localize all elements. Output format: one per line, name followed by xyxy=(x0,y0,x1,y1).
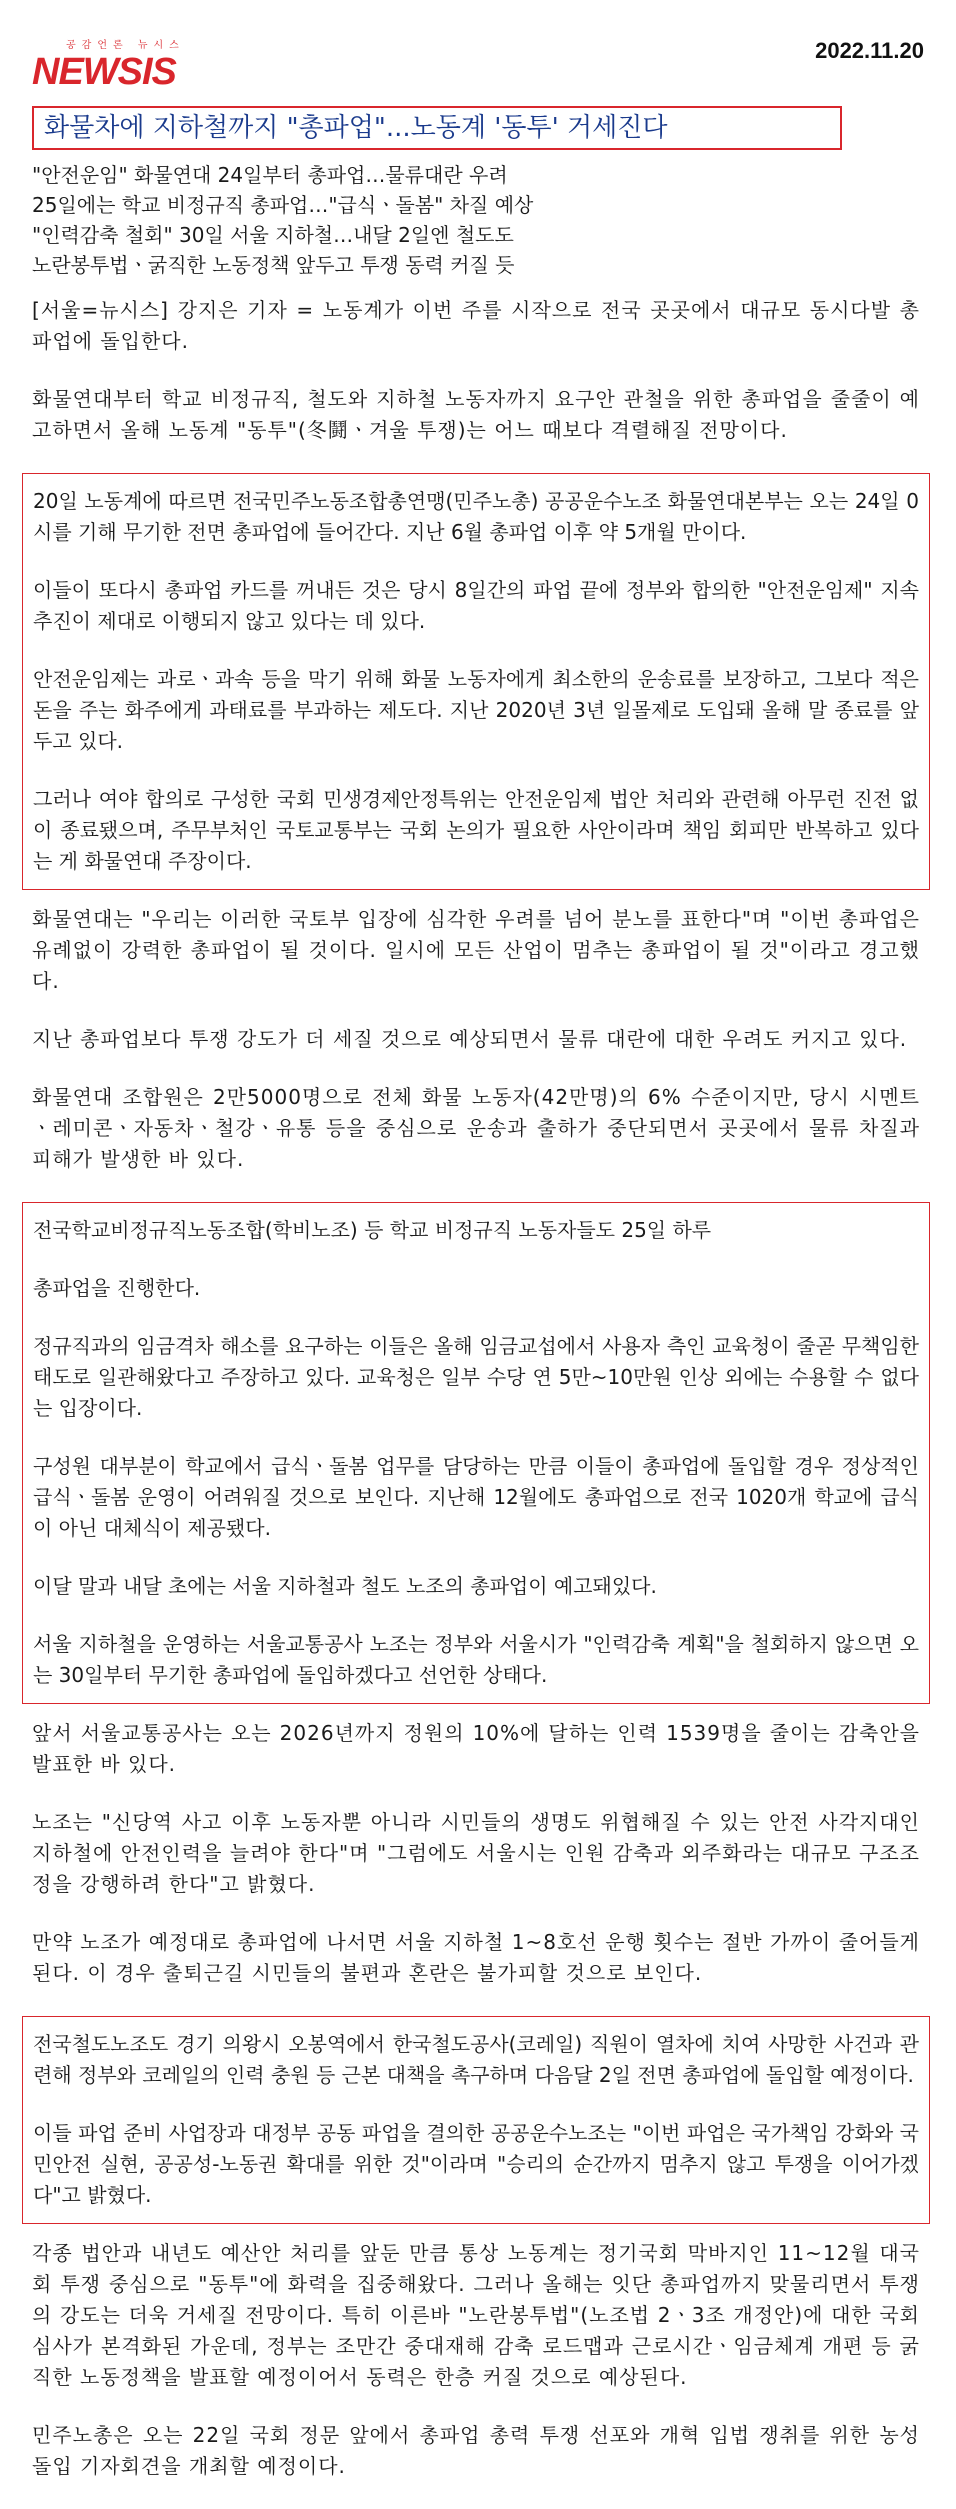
paragraph: [서울=뉴시스] 강지은 기자 = 노동계가 이번 주를 시작으로 전국 곳곳에서 대규모 동시다발 총파업에 돌입한다. xyxy=(32,298,920,353)
paragraph: 각종 법안과 내년도 예산안 처리를 앞둔 만큼 통상 노동계는 정기국회 막바지인 11~12월 대국회 투쟁 중심으로 "동투"에 화력을 집중해왔다. 그러나 올해는 잇단 총파업까지 맞물리면서 투쟁의 강도는 더욱 거세질 전망이다. 특히 이른바 "노란봉투법"(노조법 2ㆍ3조 개정안)에 대한 국회 심사가 본격화된 가운데, 정부는 조만간 중대재해 감축 로드맵과 근로시간ㆍ임금체계 개편 등 굵직한 노동정책을 발표할 예정이어서 동력은 한층 커질 것으로 예상된다. xyxy=(32,2241,920,2389)
article-headline: 화물차에 지하철까지 "총파업"...노동계 '동투' 거세진다 xyxy=(32,106,842,150)
subheading: 25일에는 학교 비정규직 총파업…"급식ㆍ돌봄" 차질 예상 xyxy=(32,193,534,217)
paragraph: 이달 말과 내달 초에는 서울 지하철과 철도 노조의 총파업이 예고돼있다. xyxy=(33,1574,657,1598)
paragraph: 지난 총파업보다 투쟁 강도가 더 세질 것으로 예상되면서 물류 대란에 대한 우려도 커지고 있다. xyxy=(32,1027,908,1051)
newsis-logo xyxy=(32,40,185,92)
paragraph: 전국철도노조도 경기 의왕시 오봉역에서 한국철도공사(코레일) 직원이 열차에 치여 사망한 사건과 관련해 정부와 코레일의 인력 충원 등 근본 대책을 촉구하며 다음달 2일 전면 총파업에 돌입할 예정이다. xyxy=(33,2032,919,2087)
paragraph: 이들이 또다시 총파업 카드를 꺼내든 것은 당시 8일간의 파업 끝에 정부와 합의한 "안전운임제" 지속 추진이 제대로 이행되지 않고 있다는 데 있다. xyxy=(33,578,919,633)
publish-date: 2022.11.20 xyxy=(815,38,924,63)
paragraph: 노조는 "신당역 사고 이후 노동자뿐 아니라 시민들의 생명도 위협해질 수 있는 안전 사각지대인 지하철에 안전인력을 늘려야 한다"며 "그럼에도 서울시는 인원 감축과 외주화라는 대규모 구조조정을 강행하려 한다"고 밝혔다. xyxy=(32,1810,920,1896)
paragraph: 전국학교비정규직노동조합(학비노조) 등 학교 비정규직 노동자들도 25일 하루 xyxy=(33,1218,712,1242)
article-body xyxy=(32,295,920,2509)
paragraph: 화물연대부터 학교 비정규직, 철도와 지하철 노동자까지 요구안 관철을 위한 총파업을 줄줄이 예고하면서 올해 노동계 "동투"(冬鬪ㆍ겨울 투쟁)는 어느 때보다 격렬해질 전망이다. xyxy=(32,387,920,442)
paragraph: 민주노총은 오는 22일 국회 정문 앞에서 총파업 총력 투쟁 선포와 개혁 입법 쟁취를 위한 농성 돌입 기자회견을 개최할 예정이다. xyxy=(32,2423,920,2478)
logo-tagline: 공감언론 뉴시스 xyxy=(66,40,185,51)
subheading: "인력감축 철회" 30일 서울 지하철…내달 2일엔 철도도 xyxy=(32,223,514,247)
paragraph: 이들 파업 준비 사업장과 대정부 공동 파업을 결의한 공공운수노조는 "이번 파업은 국가책임 강화와 국민안전 실현, 공공성-노동권 확대를 위한 것"이라며 "승리의 순간까지 멈추지 않고 투쟁을 이어가겠다"고 밝혔다. xyxy=(33,2121,919,2207)
logo-wordmark: NEWSIS xyxy=(32,51,176,93)
paragraph: 안전운임제는 과로ㆍ과속 등을 막기 위해 화물 노동자에게 최소한의 운송료를 보장하고, 그보다 적은 돈을 주는 화주에게 과태료를 부과하는 제도다. 지난 2020년 3년 일몰제로 도입돼 올해 말 종료를 앞두고 있다. xyxy=(33,667,919,753)
highlight-box-railway xyxy=(22,2016,930,2224)
paragraph: 정규직과의 임금격차 해소를 요구하는 이들은 올해 임금교섭에서 사용자 측인 교육청이 줄곧 무책임한 태도로 일관해왔다고 주장하고 있다. 교육청은 일부 수당 연 5만~10만원 인상 외에는 수용할 수 없다는 입장이다. xyxy=(33,1334,919,1420)
highlight-box-school xyxy=(22,1202,930,1704)
subheading: 노란봉투법ㆍ굵직한 노동정책 앞두고 투쟁 동력 커질 듯 xyxy=(32,253,515,277)
paragraph: 총파업을 진행한다. xyxy=(33,1276,201,1300)
subheadings xyxy=(32,160,922,280)
paragraph: 구성원 대부분이 학교에서 급식ㆍ돌봄 업무를 담당하는 만큼 이들이 총파업에 돌입할 경우 정상적인 급식ㆍ돌봄 운영이 어려워질 것으로 보인다. 지난해 12월에도 총파업으로 전국 1020개 학교에 급식이 아닌 대체식이 제공됐다. xyxy=(33,1454,919,1540)
paragraph: 앞서 서울교통공사는 오는 2026년까지 정원의 10%에 달하는 인력 1539명을 줄이는 감축안을 발표한 바 있다. xyxy=(32,1721,920,1776)
paragraph: 화물연대는 "우리는 이러한 국토부 입장에 심각한 우려를 넘어 분노를 표한다"며 "이번 총파업은 유례없이 강력한 총파업이 될 것이다. 일시에 모든 산업이 멈추는 총파업이 될 것"이라고 경고했다. xyxy=(32,907,920,993)
paragraph: 그러나 여야 합의로 구성한 국회 민생경제안정특위는 안전운임제 법안 처리와 관련해 아무런 진전 없이 종료됐으며, 주무부처인 국토교통부는 국회 논의가 필요한 사안이라며 책임 회피만 반복하고 있다는 게 화물연대 주장이다. xyxy=(33,787,919,873)
paragraph: 만약 노조가 예정대로 총파업에 나서면 서울 지하철 1~8호선 운행 횟수는 절반 가까이 줄어들게 된다. 이 경우 출퇴근길 시민들의 불편과 혼란은 불가피할 것으로 보인다. xyxy=(32,1930,920,1985)
highlight-box-freight xyxy=(22,473,930,890)
paragraph: 서울 지하철을 운영하는 서울교통공사 노조는 정부와 서울시가 "인력감축 계획"을 철회하지 않으면 오는 30일부터 무기한 총파업에 돌입하겠다고 선언한 상태다. xyxy=(33,1632,919,1687)
paragraph: 화물연대 조합원은 2만5000명으로 전체 화물 노동자(42만명)의 6% 수준이지만, 당시 시멘트ㆍ레미콘ㆍ자동차ㆍ철강ㆍ유통 등을 중심으로 운송과 출하가 중단되면서 곳곳에서 물류 차질과 피해가 발생한 바 있다. xyxy=(32,1085,920,1171)
subheading: "안전운임" 화물연대 24일부터 총파업…물류대란 우려 xyxy=(32,163,508,187)
paragraph: 20일 노동계에 따르면 전국민주노동조합총연맹(민주노총) 공공운수노조 화물연대본부는 오는 24일 0시를 기해 무기한 전면 총파업에 들어간다. 지난 6월 총파업 이후 약 5개월 만이다. xyxy=(33,489,919,544)
